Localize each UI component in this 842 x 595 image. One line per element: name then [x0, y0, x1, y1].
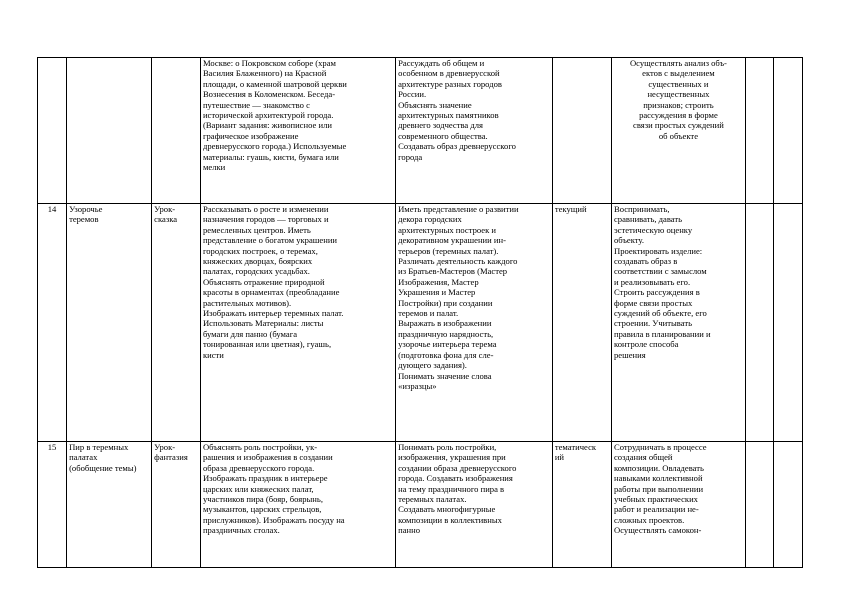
text-line: несущественных: [647, 89, 710, 100]
lesson-content-cell: [200, 204, 395, 442]
text-line: суждений об объекте, его: [613, 308, 707, 319]
text-line: фантазия: [154, 452, 188, 463]
text-line: Объяснять значение: [398, 99, 472, 110]
text-line: Урок-: [154, 442, 176, 452]
text-line: царских или княжеских палат,: [202, 483, 314, 494]
text-line: Воспринимать,: [613, 204, 670, 214]
text-line: музыкантов, царских стрельцов,: [202, 504, 322, 515]
text-line: архитектурных памятников: [398, 110, 499, 121]
lesson-topic-cell: [67, 204, 152, 442]
text-line: об объекте: [658, 130, 699, 141]
text-line: декоративном украшении ин-: [398, 235, 506, 246]
lesson-content-cell: [200, 442, 395, 568]
text-line: Урок-: [154, 204, 176, 214]
text-line: сказка: [154, 214, 178, 225]
lesson-number-cell: [38, 58, 67, 204]
text-line: тонированная или цветная), гуашь,: [202, 339, 332, 350]
text-line: Рассуждать об общем и: [398, 58, 485, 68]
text-line: признаков; строить: [643, 99, 714, 110]
text-line: рассуждения в форме: [639, 110, 718, 121]
text-line: Изображать интерьер теремных палат.: [202, 308, 344, 319]
text-line: композиции. Овладевать: [613, 462, 704, 473]
text-line: графическое изображение: [202, 130, 299, 141]
lesson-number-cell: 15: [38, 442, 67, 568]
lesson-type-cell: [152, 204, 201, 442]
text-line: прислужников). Изображать посуду на: [202, 514, 345, 525]
text-line: праздничных столах.: [202, 525, 280, 536]
text-line: исторической архитектурой города.: [202, 110, 334, 121]
student-activity-cell: [396, 204, 553, 442]
text-line: теремов: [69, 214, 99, 225]
text-line: ий: [554, 452, 565, 463]
text-line: (Вариант задания: живописное или: [202, 120, 332, 131]
text-line: правила в планировании и: [613, 328, 711, 339]
text-line: декора городских: [398, 214, 462, 225]
table-row: [38, 442, 803, 568]
text-line: Создавать многофигурные: [398, 504, 496, 515]
text-line: городских построек, о теремах,: [202, 245, 318, 256]
text-line: и реализовывать его.: [613, 276, 691, 287]
text-line: мелки: [202, 162, 226, 173]
text-line: теремных палатах.: [398, 494, 467, 505]
text-line: из Братьев-Мастеров (Мастер: [398, 266, 508, 277]
text-line: особенном в древнерусской: [398, 68, 500, 79]
lesson-plan-table: [37, 57, 803, 568]
text-line: Василия Блаженного) на Красной: [202, 68, 327, 79]
text-line: Украшения и Мастер: [398, 287, 476, 298]
text-line: ектов с выделением: [642, 68, 715, 79]
text-line: создавать образ в: [613, 256, 678, 267]
text-line: Изображать праздник в интерьере: [202, 473, 328, 484]
text-line: Понимать роль постройки,: [398, 442, 497, 452]
text-line: княжеских дворцах, боярских: [202, 256, 313, 267]
text-line: России.: [398, 89, 427, 100]
text-line: рашения и изображения в создании: [202, 452, 333, 463]
text-line: площади, о каменной шатровой церкви: [202, 78, 347, 89]
table-row: [38, 204, 803, 442]
text-line: архитектурных построек и: [398, 224, 497, 235]
text-line: строении. Учитывать: [613, 318, 693, 329]
learning-actions-cell: [611, 442, 745, 568]
text-line: Осуществлять анализ объ-: [629, 58, 727, 68]
text-line: города: [398, 151, 423, 162]
date-plan-cell: [745, 58, 773, 204]
text-line: Сотрудничать в процессе: [613, 442, 707, 452]
text-line: решения: [613, 349, 646, 360]
text-line: бумаги для панно (бумага: [202, 328, 298, 339]
text-line: эстетическую оценку: [613, 224, 693, 235]
text-line: ремесленных центров. Иметь: [202, 224, 311, 235]
text-line: Пир в теремных: [69, 442, 129, 452]
learning-actions-cell: [611, 204, 745, 442]
text-line: Строить рассуждения в: [613, 287, 700, 298]
learning-actions-cell: [611, 58, 745, 204]
text-line: существенных и: [648, 78, 709, 89]
text-line: Иметь представление о развитии: [398, 204, 519, 214]
text-line: путешествие — знакомство с: [202, 99, 310, 110]
text-line: Выражать в изображении: [398, 318, 492, 329]
table-row: [38, 58, 803, 204]
text-line: сравнивать, давать: [613, 214, 683, 225]
text-line: объекту.: [613, 235, 644, 246]
text-line: «изразцы»: [398, 380, 437, 391]
lesson-type-cell: [152, 442, 201, 568]
text-line: дующего задания).: [398, 360, 467, 371]
text-line: древнерусского города.) Используемые: [202, 141, 347, 152]
text-line: навыками коллективной: [613, 473, 703, 484]
text-line: Рассказывать о росте и изменении: [202, 204, 329, 214]
lesson-topic-cell: [67, 442, 152, 568]
text-line: Понимать значение слова: [398, 370, 492, 381]
text-line: представление о богатом украшении: [202, 235, 338, 246]
text-line: Различать деятельность каждого: [398, 256, 518, 267]
date-plan-cell: [745, 442, 773, 568]
control-type-cell: [552, 58, 611, 204]
student-activity-cell: [396, 58, 553, 204]
text-line: создании образа древнерусского: [398, 462, 517, 473]
text-line: Создавать образ древнерусского: [398, 141, 516, 152]
lesson-type-cell: [152, 58, 201, 204]
text-line: древнего зодчества для: [398, 120, 484, 131]
text-line: тематическ: [554, 442, 597, 452]
text-line: создания общей: [613, 452, 673, 463]
text-line: (обобщение темы): [69, 462, 137, 473]
text-line: Вознесения в Коломенском. Беседа-: [202, 89, 336, 100]
text-line: сложных проектов.: [613, 514, 685, 525]
text-line: образа древнерусского города.: [202, 462, 315, 473]
text-line: материалы: гуашь, кисти, бумага или: [202, 151, 339, 162]
text-line: панно: [398, 525, 421, 536]
text-line: Изображения, Мастер: [398, 276, 479, 287]
text-line: Постройки) при создании: [398, 297, 493, 308]
date-fact-cell: [773, 58, 802, 204]
text-line: Проектировать изделие:: [613, 245, 703, 256]
text-line: современного общества.: [398, 130, 488, 141]
text-line: соответствии с замыслом: [613, 266, 707, 277]
text-line: Осуществлять самокон-: [613, 525, 702, 536]
date-fact-cell: [773, 442, 802, 568]
text-line: терьеров (теремных палат).: [398, 245, 499, 256]
lesson-content-cell: [200, 58, 395, 204]
student-activity-cell: [396, 442, 553, 568]
control-type-cell: [552, 442, 611, 568]
text-line: на тему праздничного пира в: [398, 483, 505, 494]
lesson-number-cell: 14: [38, 204, 67, 442]
text-line: растительных мотивов).: [202, 297, 292, 308]
text-line: форме связи простых: [613, 297, 693, 308]
date-fact-cell: [773, 204, 802, 442]
text-line: изображения, украшения при: [398, 452, 506, 463]
text-line: назначения городов — торговых и: [202, 214, 329, 225]
text-line: контроле способа: [613, 339, 679, 350]
text-line: кисти: [202, 349, 224, 360]
text-line: Москве: о Покровском соборе (храм: [202, 58, 336, 68]
text-line: участников пира (бояр, боярынь,: [202, 494, 323, 505]
lesson-topic-cell: [67, 58, 152, 204]
text-line: Объяснять роль постройки, ук-: [202, 442, 318, 452]
text-line: красоты в орнаментах (преобладание: [202, 287, 340, 298]
text-line: связи простых суждений: [633, 120, 724, 131]
text-line: работы при выполнении: [613, 483, 704, 494]
text-line: Использовать Материалы: листы: [202, 318, 324, 329]
text-line: Узорочье: [69, 204, 103, 214]
text-line: композиции в коллективных: [398, 514, 502, 525]
text-line: узорочье интерьера терема: [398, 339, 497, 350]
text-line: (подготовка фона для сле-: [398, 349, 494, 360]
date-plan-cell: [745, 204, 773, 442]
text-line: города. Создавать изображения: [398, 473, 513, 484]
text-line: палатах: [69, 452, 98, 463]
text-line: работ и реализации не-: [613, 504, 699, 515]
text-line: праздничную нарядность,: [398, 328, 494, 339]
text-line: палатах, городских усадьбах.: [202, 266, 310, 277]
text-line: теремов и палат.: [398, 308, 459, 319]
text-line: учебных практических: [613, 494, 698, 505]
text-line: архитектуре разных городов: [398, 78, 502, 89]
control-type-cell: текущий: [552, 204, 611, 442]
text-line: Объяснять отражение природной: [202, 276, 325, 287]
